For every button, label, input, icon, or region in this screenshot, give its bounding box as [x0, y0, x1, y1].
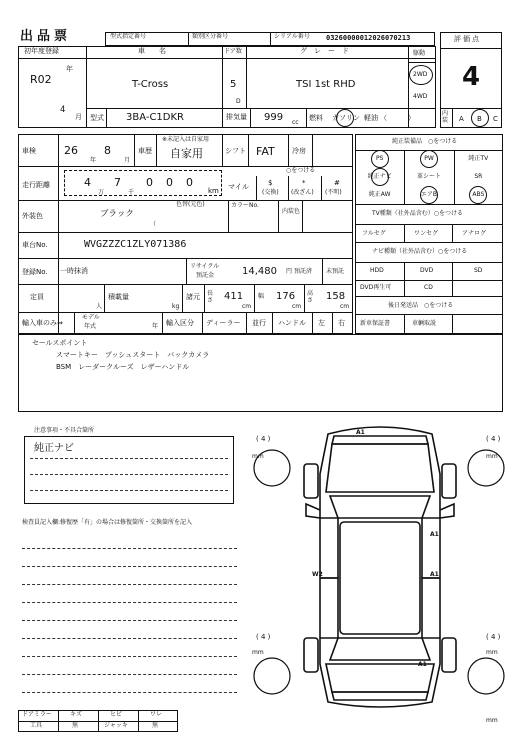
- mileage-label: 走行距離: [22, 181, 50, 189]
- fuel-value: ガソリン: [332, 114, 360, 122]
- navi-item-1: HDD: [370, 267, 384, 274]
- bottom-value-4: 無: [152, 722, 159, 729]
- model-year-label-2: 年式: [84, 323, 97, 330]
- tread-fr-label: ( 4 ): [486, 435, 501, 443]
- selling-points-line-2: BSM レーダークルーズ レザーハンドル: [56, 363, 190, 371]
- inspection-month: 8: [104, 144, 111, 157]
- mark-rear-bumper: A1: [418, 661, 427, 668]
- shift-value: FAT: [256, 145, 275, 158]
- width-value: 176: [276, 291, 296, 302]
- capacity-person: 人: [96, 303, 103, 310]
- equipment-item: PS: [375, 155, 384, 162]
- usage-value: 自家用: [170, 147, 203, 160]
- import-parallel: 並行: [252, 319, 266, 327]
- inspector-line: [22, 548, 237, 549]
- mileage-opt2-bottom: (改ざん): [291, 189, 314, 196]
- dims-label: [186, 294, 200, 301]
- tv-header: TV種類（社外品含む）○をつける: [372, 210, 464, 217]
- tread-fl-label: ( 4 ): [256, 435, 271, 443]
- fuel-paren: （ ）: [380, 114, 415, 122]
- length-label: 長さ: [207, 290, 214, 304]
- cd-label: CD: [424, 284, 433, 291]
- mileage-digit-4: 0: [166, 176, 173, 189]
- tv-item-1: フルセグ: [362, 230, 386, 237]
- equipment-item-circle: [371, 150, 389, 168]
- bottom-value-1: 工具: [30, 722, 43, 729]
- tread-rr-value: 4: [490, 633, 496, 641]
- equipment-item: 純正ナビ: [367, 173, 392, 180]
- handle-right: 右: [338, 319, 345, 327]
- displacement-label: 排気量: [226, 113, 247, 121]
- mile-label: マイル: [228, 183, 249, 191]
- tread-rl-unit: mm: [252, 649, 264, 656]
- handle-label: ハンドル: [278, 319, 306, 327]
- model-year-label-1: モデル: [82, 314, 100, 321]
- inspector-line: [22, 602, 237, 603]
- color-no-label: 色替(元色): [176, 201, 205, 208]
- equipment-item: 純正TV: [468, 155, 489, 162]
- interior-b-circle: [471, 109, 489, 127]
- ac-label: 冷房: [292, 147, 306, 155]
- color-paren: （: [150, 221, 157, 228]
- dims-label-2: 元: [193, 293, 200, 301]
- era-value: R02: [30, 73, 52, 86]
- tread-fl-unit: mm: [252, 453, 264, 460]
- dvd-label: DVD再生可: [360, 284, 392, 291]
- inspector-line: [22, 566, 237, 567]
- navi-item-2: DVD: [420, 267, 434, 274]
- selling-points-label: セールスポイント: [32, 339, 88, 347]
- fuel-gasoline-circle: [336, 109, 354, 127]
- length-value: 411: [224, 291, 244, 302]
- mileage-unit: km: [208, 187, 219, 195]
- inspection-year: 26: [64, 144, 78, 157]
- car-name-value: T-Cross: [132, 79, 169, 90]
- inspection-month-suffix: 月: [124, 157, 131, 164]
- model-year-suffix: 年: [152, 323, 159, 330]
- door-d: D: [236, 98, 241, 105]
- interior-a: A: [459, 115, 464, 123]
- recycle-unit: 円: [286, 268, 293, 275]
- grade-name-value: TSI 1st RHD: [296, 79, 356, 90]
- interior-b: B: [477, 115, 482, 123]
- length-cm: cm: [242, 303, 252, 310]
- bottom-header-2: キズ: [70, 711, 82, 718]
- load-label: 積載量: [108, 293, 129, 301]
- fuel-label: 燃料: [309, 114, 323, 122]
- color-code-label: カラーNo.: [231, 202, 259, 209]
- load-unit: kg: [172, 303, 180, 310]
- equipment-header: 純正装備品 ○をつける: [392, 138, 458, 145]
- inspector-line: [22, 656, 237, 657]
- mileage-digit-1: 4: [84, 176, 91, 189]
- equipment-item: ABS: [472, 191, 485, 198]
- inspection-label: 車検: [22, 147, 36, 155]
- dims-label-1: 諸: [186, 293, 193, 301]
- mileage-opt1-top: $: [268, 179, 273, 187]
- chassis-value: WVGZZZC1ZLY071386: [84, 239, 187, 250]
- interior-label: 内装: [442, 110, 449, 124]
- height-value: 158: [326, 291, 346, 302]
- import-route-label: 輸入区分: [166, 319, 194, 327]
- recycle-label-2: 預託金: [196, 272, 215, 279]
- mileage-opt3-bottom: (不明): [325, 189, 342, 196]
- import-dealer: ディーラー: [206, 319, 241, 327]
- usage-label: 車歴: [138, 147, 152, 155]
- grade-col-label: グ レ ー ド: [300, 47, 349, 55]
- inspector-line: [22, 638, 237, 639]
- inspector-label: 検査員記入欄:修復歴「有」の場合は修復箇所・交換箇所を記入: [22, 519, 193, 526]
- mileage-digit-2: 7: [114, 176, 121, 189]
- equipment-item: エアB: [420, 191, 438, 198]
- equipment-item-circle: [420, 186, 438, 204]
- equipment-grid: [355, 150, 503, 204]
- inspector-line: [22, 584, 237, 585]
- interior-color-label: 内装色: [282, 208, 301, 215]
- drive-label: 駆動: [413, 50, 426, 57]
- inspector-line: [22, 692, 237, 693]
- bottom-header-1: ドアミラー: [22, 711, 52, 718]
- drive-4wd: 4WD: [413, 93, 428, 100]
- mileage-sen: 千: [128, 189, 135, 196]
- car-diagram: [250, 414, 505, 719]
- shift-label: シフト: [225, 147, 246, 155]
- equipment-item-circle: [420, 150, 438, 168]
- grade-value: 4: [462, 62, 481, 92]
- equipment-item: PW: [424, 155, 434, 162]
- tread-rr-unit: mm: [486, 649, 498, 656]
- equipment-item-circle: [469, 186, 487, 204]
- interior-c: C: [493, 115, 498, 123]
- bottom-header-3: ヒビ: [110, 711, 123, 718]
- mileage-digit-3: 0: [146, 176, 153, 189]
- month-value: 4: [60, 105, 66, 115]
- notes-label: 注意事項・不具合箇所: [34, 427, 95, 434]
- doors-label: ドア数: [224, 48, 242, 55]
- class-no-label: 類別区分番号: [192, 33, 229, 40]
- selling-points-box: [18, 334, 503, 412]
- type-value: 3BA-C1DKR: [126, 112, 185, 123]
- inspector-line: [22, 620, 237, 621]
- tread-fl-value: 4: [260, 435, 266, 443]
- tread-rl-value: 4: [260, 633, 266, 641]
- import-label: 輸入車のみ⇒: [22, 319, 63, 327]
- displacement-unit: cc: [292, 119, 299, 126]
- width-cm: cm: [292, 303, 302, 310]
- displacement-value: 999: [264, 112, 284, 123]
- bottom-header-4: ワレ: [150, 711, 163, 718]
- registration-label: 登録No.: [22, 268, 48, 276]
- equipment-item: SR: [474, 173, 483, 180]
- year-suffix: 年: [66, 65, 73, 73]
- registration-value: 一時抹消: [60, 267, 88, 275]
- inspection-year-suffix: 年: [90, 157, 97, 164]
- light-oil: 軽油: [364, 114, 378, 122]
- chassis-label: 車台No.: [22, 241, 48, 249]
- car-name-label: 車 名: [138, 47, 166, 55]
- capacity-label: 定員: [30, 293, 44, 301]
- mark-right-rear-door: A1: [430, 571, 439, 578]
- drive-2wd-circle: [409, 65, 433, 85]
- handle-left: 左: [318, 319, 325, 327]
- mileage-opt2-top: *: [302, 179, 306, 187]
- tread-rr-label: ( 4 ): [486, 633, 501, 641]
- serial-label: シリアル番号: [274, 33, 310, 40]
- mark-front-bumper: A1: [356, 429, 365, 436]
- later-header: 後日発送品 ○をつける: [388, 302, 454, 309]
- tv-item-2: ワンセグ: [414, 230, 439, 237]
- height-cm: cm: [340, 303, 350, 310]
- mileage-digit-5: 0: [186, 176, 193, 189]
- usage-note: ※未記入は自家用: [162, 136, 210, 143]
- equipment-item: 純正AW: [368, 191, 391, 198]
- bottom-value-2: 無: [72, 722, 79, 729]
- bottom-value-3: ジャッキ: [104, 722, 128, 729]
- recycle-value: 14,480: [242, 266, 277, 277]
- mark-left-rear-door: W2: [312, 571, 323, 578]
- color-value: ブラック: [100, 209, 134, 219]
- navi-header: ナビ種類（社外品含む）○をつける: [372, 248, 468, 255]
- tread-rl-label: ( 4 ): [256, 633, 271, 641]
- later-item-1: 新車保証書: [360, 320, 391, 327]
- tread-fr-unit: mm: [486, 453, 498, 460]
- selling-points-line-1: スマートキー プッシュスタート バックカメラ: [56, 351, 210, 359]
- model-no-label: 型式指定番号: [110, 33, 147, 40]
- color-label: 外装色: [22, 212, 43, 220]
- later-item-2: 車輌取説: [412, 320, 437, 327]
- mileage-man: 万: [98, 189, 105, 196]
- drive-2wd: 2WD: [413, 71, 428, 78]
- document-title: 出品票: [20, 29, 72, 44]
- navi-item-3: SD: [474, 267, 483, 274]
- mark-right-front-door: A1: [430, 531, 439, 538]
- inspector-line: [22, 674, 237, 675]
- recycle-paid: 預託済: [294, 268, 313, 275]
- tv-item-3: アナログ: [462, 230, 487, 237]
- equipment-item-circle: [371, 168, 389, 186]
- type-label: 型式: [90, 114, 104, 122]
- month-suffix: 月: [75, 113, 82, 121]
- recycle-unpaid: 未預託: [326, 268, 345, 275]
- equipment-item: 革シート: [416, 173, 441, 180]
- recycle-label-1: リサイクル: [190, 263, 220, 270]
- notes-line-1: 純正ナビ: [34, 443, 74, 454]
- doors-value: 5: [230, 79, 237, 90]
- height-label: 高さ: [307, 290, 314, 304]
- width-label: 幅: [258, 293, 265, 300]
- mileage-circle-note: ○をつける: [286, 167, 316, 174]
- tread-fr-value: 4: [490, 435, 496, 443]
- grade-label: 評価点: [454, 35, 481, 43]
- serial-value: 0326000001202607021З: [326, 34, 411, 42]
- mileage-opt1-bottom: (交換): [262, 189, 279, 196]
- mileage-opt3-top: #: [334, 179, 340, 187]
- tread-bottom-unit: mm: [486, 717, 498, 724]
- first-reg-label: 初年度登録: [24, 47, 59, 55]
